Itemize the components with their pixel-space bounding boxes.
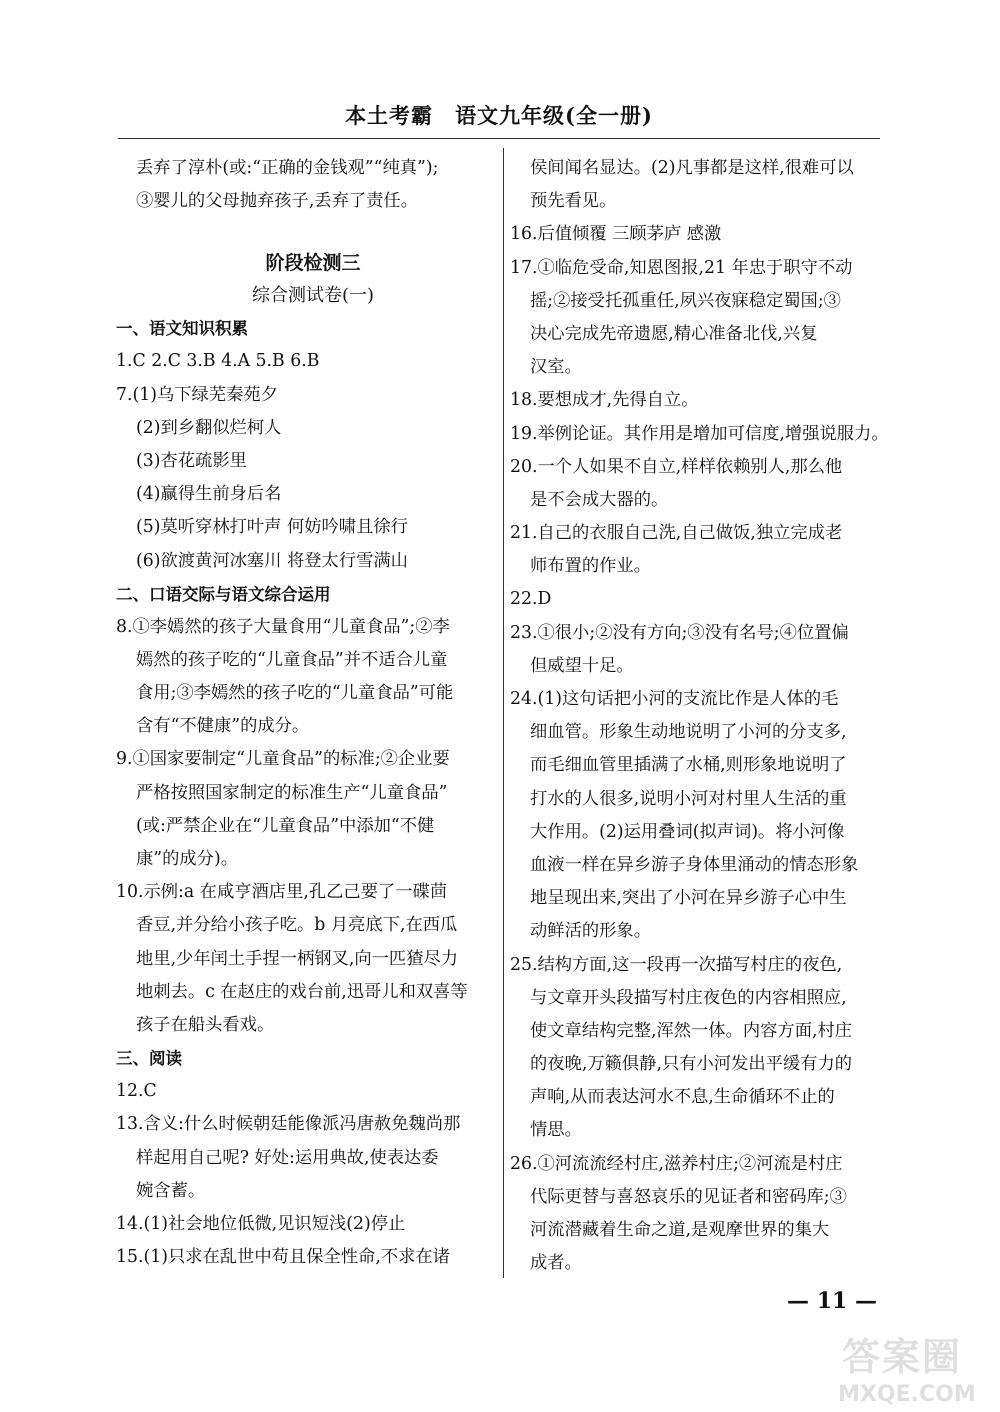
answer-q9: 康”的成分)。 — [136, 849, 238, 869]
header-rule — [118, 138, 880, 139]
answer-q23: 23.①很小;②没有方向;③没有名号;④位置偏 — [510, 622, 849, 643]
section-heading-3: 三、阅读 — [116, 1049, 182, 1069]
answer-q24: 血液一样在异乡游子身体里涌动的情态形象 — [530, 854, 859, 875]
answer-q18: 18.要想成才,先得自立。 — [510, 390, 699, 411]
answer-q10: 孩子在船头看戏。 — [136, 1014, 275, 1035]
column-divider — [503, 148, 504, 1278]
answer-q24: 细血管。形象生动地说明了小河的分支多, — [530, 722, 847, 743]
answer-q17: 17.①临危受命,知恩图报,21 年忠于职守不动 — [510, 257, 853, 278]
page-number: — 11 — — [787, 1288, 877, 1314]
left-column — [116, 152, 494, 1274]
answer-q24: 打水的人很多,说明小河对村里人生活的重 — [530, 788, 847, 809]
answer-q21: 21.自己的衣服自己洗,自己做饭,独立完成老 — [510, 523, 843, 544]
answer-q24: 而毛细血管里插满了水桶,则形象地说明了 — [530, 755, 847, 776]
answer-q1-6: 1.C 2.C 3.B 4.A 5.B 6.B — [116, 351, 320, 372]
answer-q7: (5)莫听穿林打叶声 何妨吟啸且徐行 — [136, 517, 408, 538]
answer-q20: 20.一个人如果不自立,样样依赖别人,那么他 — [510, 456, 843, 477]
right-column — [510, 152, 888, 1280]
answer-q19: 19.举例论证。其作用是增加可信度,增强说服力。 — [510, 423, 889, 444]
answer-q13: 婉含蓄。 — [136, 1180, 206, 1201]
answer-q24: 动鲜活的形象。 — [530, 921, 651, 942]
answer-q8: 嫣然的孩子吃的“儿童食品”并不适合儿童 — [136, 649, 448, 670]
answer-q25: 25.结构方面,这一段再一次描写村庄的夜色, — [510, 954, 843, 975]
answer-q9: 9.①国家要制定“儿童食品”的标准;②企业要 — [116, 749, 450, 770]
answer-line: ③婴儿的父母抛弃孩子,丢弃了责任。 — [136, 191, 418, 212]
answer-q26: 成者。 — [530, 1253, 582, 1274]
answer-q15: 侯间闻名显达。(2)凡事都是这样,很难可以 — [530, 158, 854, 178]
answer-q26: 河流潜藏着生命之道,是观摩世界的集大 — [530, 1220, 830, 1240]
answer-q8: 含有“不健康”的成分。 — [136, 716, 310, 737]
answer-q21: 师布置的作业。 — [530, 556, 651, 577]
answer-q24: 地呈现出来,突出了小河在异乡游子心中生 — [530, 888, 847, 909]
answer-q13: 样起用自己呢? 好处:运用典故,使表达委 — [136, 1147, 439, 1168]
answer-q16: 16.后值倾覆 三顾茅庐 感激 — [510, 224, 722, 245]
answer-q24: 24.(1)这句话把小河的支流比作是人体的毛 — [510, 689, 839, 709]
answer-q22: 22.D — [510, 589, 552, 610]
answer-q7: (2)到乡翻似烂柯人 — [136, 417, 282, 438]
answer-q15: 预先看见。 — [530, 191, 617, 212]
watermark-domain: MXQE.COM — [838, 1382, 976, 1407]
section-heading-2: 二、口语交际与语文综合运用 — [116, 584, 331, 604]
watermark-text: 答案圈 — [842, 1335, 963, 1379]
section-heading-1: 一、语文知识积累 — [116, 319, 248, 339]
answer-q12: 12.C — [116, 1081, 157, 1102]
running-header — [118, 100, 880, 136]
answer-q10: 地刺去。c 在赵庄的戏台前,迅哥儿和双喜等 — [136, 981, 468, 1002]
answer-q17: 摇;②接受托孤重任,夙兴夜寐稳定蜀国;③ — [530, 290, 841, 311]
answer-q26: 26.①河流流经村庄,滋养村庄;②河流是村庄 — [510, 1153, 843, 1174]
site-watermark-logo — [832, 1326, 1000, 1412]
answer-line: 丢弃了淳朴(或:“正确的金钱观”“纯真”); — [136, 158, 439, 178]
answer-q9: 严格按照国家制定的标准生产“儿童食品” — [136, 782, 448, 803]
answer-q7: (6)欲渡黄河冰塞川 将登太行雪满山 — [136, 550, 408, 571]
answer-q10: 地里,少年闰土手捏一柄钢叉,向一匹猹尽力 — [136, 948, 459, 969]
answer-q10: 香豆,并分给小孩子吃。b 月亮底下,在西瓜 — [136, 915, 458, 936]
answer-q17: 汉室。 — [530, 357, 582, 378]
answer-q15: 15.(1)只求在乱世中苟且保全性命,不求在诸 — [116, 1247, 450, 1268]
book-series-title: 本土考霸 — [345, 103, 434, 128]
answer-q9: (或:严禁企业在“儿童食品”中添加“不健 — [136, 815, 435, 836]
test-title: 综合测试卷(一) — [251, 285, 375, 307]
answer-q7: 7.(1)乌下绿芜秦苑夕 — [116, 384, 278, 405]
answer-q17: 决心完成先帝遗愿,精心准备北伐,兴复 — [530, 323, 818, 344]
book-subject-title: 语文九年级(全一册) — [455, 103, 653, 128]
answer-q7: (4)赢得生前身后名 — [136, 484, 282, 505]
answer-q24: 大作用。(2)运用叠词(拟声词)。将小河像 — [530, 821, 845, 842]
answer-q10: 10.示例:a 在咸亨酒店里,孔乙己要了一碟茴 — [116, 882, 448, 903]
answer-q25: 的夜晚,万籁俱静,只有小河发出平缓有力的 — [530, 1054, 853, 1075]
answer-q8: 食用;③李嫣然的孩子吃的“儿童食品”可能 — [136, 683, 454, 704]
stage-title: 阶段检测三 — [265, 252, 361, 275]
answer-q26: 代际更替与喜怒哀乐的见证者和密码库;③ — [530, 1186, 847, 1207]
answer-q25: 使文章结构完整,浑然一体。内容方面,村庄 — [530, 1020, 853, 1041]
answer-q23: 但威望十足。 — [530, 655, 634, 676]
answer-q14: 14.(1)社会地位低微,见识短浅(2)停止 — [116, 1213, 406, 1234]
answer-q20: 是不会成大器的。 — [530, 489, 669, 510]
answer-q8: 8.①李嫣然的孩子大量食用“儿童食品”;②李 — [116, 616, 450, 637]
answer-q25: 情思。 — [530, 1120, 582, 1141]
answer-q25: 声响,从而表达河水不息,生命循环不止的 — [530, 1087, 835, 1108]
answer-q7: (3)杏花疏影里 — [136, 450, 247, 471]
answer-q25: 与文章开头段描写村庄夜色的内容相照应, — [530, 987, 847, 1008]
answer-q13: 13.含义:什么时候朝廷能像派冯唐赦免魏尚那 — [116, 1114, 461, 1135]
